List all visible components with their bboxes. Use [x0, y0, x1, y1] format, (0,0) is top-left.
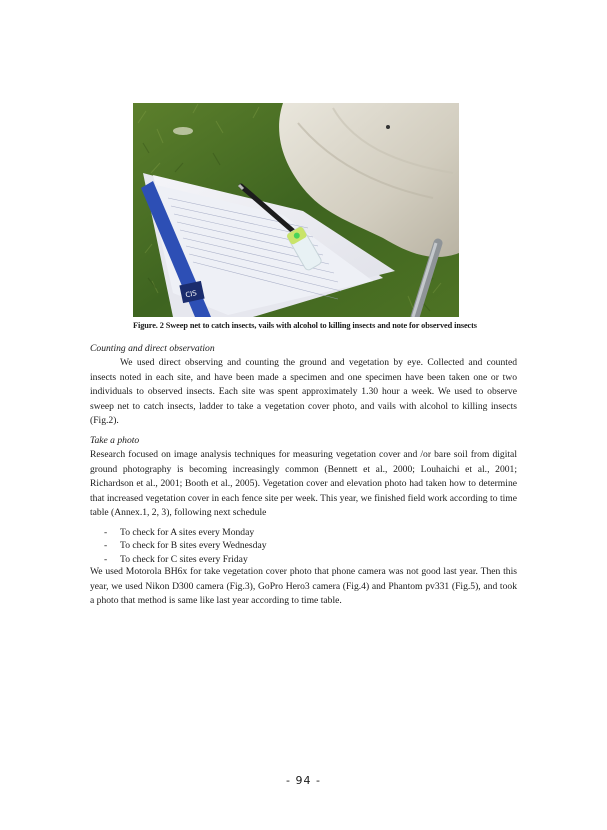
paragraph-cameras: We used Motorola BH6x for take vegetation cover photo that phone camera was not good last year. Then this year, we used Nikon D300 camera (Fig.3), GoPro Hero3 camera (Fig.4) and Phantom pv331 (Fig.5), and took a photo that method is same like last year according to time table.: [90, 566, 517, 607]
list-item: [90, 539, 517, 552]
page-number: - 94 -: [286, 774, 321, 787]
list-item: [90, 526, 517, 539]
section-heading-photo: Take a photo: [90, 435, 140, 446]
figure-photo: [133, 103, 459, 317]
bullet-dash: -: [104, 527, 108, 538]
bullet-dash: -: [104, 553, 108, 565]
schedule-list: [90, 526, 517, 566]
figure-caption: Figure. 2 Sweep net to catch insects, vails with alcohol to killing insects and note for observed insects: [133, 321, 477, 330]
paragraph-photo: Research focused on image analysis techniques for measuring vegetation cover and /or bare soil from digital ground photography is becoming increasingly common (Bennett et al., 2000; Louhaichi et al., 2001; Richardson et al., 2001; Booth et al., 2005). Vegetation cover and elevation photo had taken how to determine that increased vegetation cover in each fence site per week. This year, we finished field work according to time table (Annex.1, 2, 3), following next schedule: [90, 449, 517, 519]
svg-text:CIS: CIS: [184, 289, 198, 300]
sweep-net-photo: [133, 103, 459, 317]
list-item-text: To check for A sites every Monday: [120, 527, 255, 538]
bullet-dash: -: [104, 540, 108, 552]
paragraph-counting: We used direct observing and counting the ground and vegetation by eye. Collected and counted insects noted in each site, and have been made a specimen and one specimen have been taken one or two individuals to observed insects. Each site was spent approximately 1.30 hour a week. We used to observe sweep net to catch insects, ladder to take a vegetation cover photo, and vails with alcohol to killing insects (Fig.2).: [90, 357, 517, 427]
list-item-text: To check for B sites every Wednesday: [120, 540, 267, 552]
section-heading-counting: Counting and direct observation: [90, 343, 215, 354]
list-item-text: To check for C sites every Friday: [120, 553, 248, 565]
